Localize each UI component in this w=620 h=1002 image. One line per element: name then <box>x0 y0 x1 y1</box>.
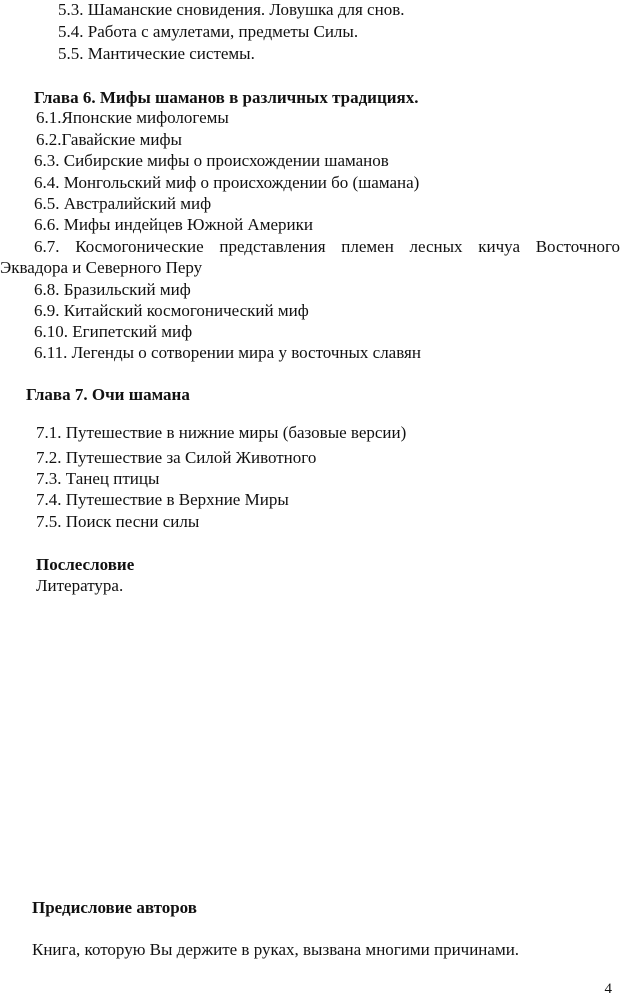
toc-item-7-4: 7.4. Путешествие в Верхние Миры <box>36 490 289 509</box>
toc-item-6-1: 6.1.Японские мифологемы <box>36 108 229 127</box>
toc-item-6-10: 6.10. Египетский миф <box>34 322 193 341</box>
toc-item-6-7-line1: 6.7. Космогонические представления племен лесных кичуа Восточного <box>34 237 620 256</box>
chapter-7-title: Глава 7. Очи шамана <box>26 385 190 404</box>
toc-item-7-1: 7.1. Путешествие в нижние миры (базовые версии) <box>36 423 407 442</box>
toc-item-7-2: 7.2. Путешествие за Силой Животного <box>36 448 317 467</box>
toc-item-6-5: 6.5. Австралийский миф <box>34 194 212 213</box>
page-number: 4 <box>604 981 612 997</box>
toc-item-6-8: 6.8. Бразильский миф <box>34 280 191 299</box>
toc-item-5-3: 5.3. Шаманские сновидения. Ловушка для снов. <box>58 0 405 19</box>
literature-entry: Литература. <box>36 576 124 595</box>
preface-title: Предисловие авторов <box>32 898 197 917</box>
toc-item-6-4: 6.4. Монгольский миф о происхождении бо (шамана) <box>34 173 420 192</box>
toc-item-6-7-line2: Эквадора и Северного Перу <box>0 258 203 277</box>
toc-item-7-3: 7.3. Танец птицы <box>36 469 160 488</box>
toc-item-5-4: 5.4. Работа с амулетами, предметы Силы. <box>58 22 359 41</box>
chapter-6-title: Глава 6. Мифы шаманов в различных традициях. <box>34 88 419 107</box>
toc-item-6-11: 6.11. Легенды о сотворении мира у восточных славян <box>34 343 421 362</box>
afterword-title: Послесловие <box>36 555 135 574</box>
toc-item-6-6: 6.6. Мифы индейцев Южной Америки <box>34 215 313 234</box>
toc-item-6-2: 6.2.Гавайские мифы <box>36 130 182 149</box>
preface-text: Книга, которую Вы держите в руках, вызвана многими причинами. <box>32 940 520 959</box>
toc-item-5-5: 5.5. Мантические системы. <box>58 44 255 63</box>
toc-item-6-3: 6.3. Сибирские мифы о происхождении шаманов <box>34 151 389 170</box>
toc-item-7-5: 7.5. Поиск песни силы <box>36 512 200 531</box>
toc-item-6-9: 6.9. Китайский космогонический миф <box>34 301 309 320</box>
